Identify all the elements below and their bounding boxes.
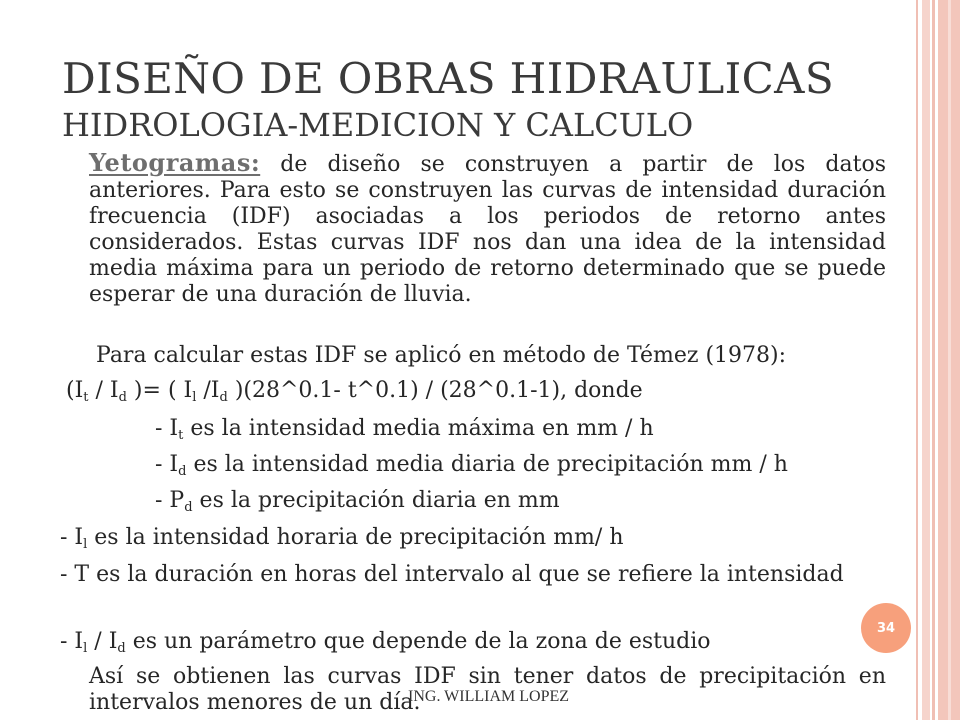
- decorative-stripe: [922, 0, 930, 720]
- decorative-stripe: [916, 0, 918, 720]
- slide-title: DISEÑO DE OBRAS HIDRAULICAS: [62, 54, 835, 103]
- page-number-badge: 34: [861, 603, 911, 653]
- definition-item: - $P_d$ es la precipitación diaria en mm: [155, 488, 560, 515]
- definition-item: - $I_d$ es la intensidad media diaria de precipitación mm / h: [155, 452, 788, 479]
- definition-item: - T es la duración en horas del intervalo al que se refiere la intensidad: [60, 562, 844, 587]
- definition-item: - $I_t$ es la intensidad media máxima en mm / h: [155, 416, 654, 443]
- footer-author: ING. WILLIAM LOPEZ: [408, 688, 570, 705]
- closing-paragraph: Así se obtienen las curvas IDF sin tener datos de precipitación en intervalos menores de un día.: [89, 664, 886, 715]
- intro-paragraph: [89, 150, 886, 308]
- intro-text: de diseño se construyen a partir de los datos anteriores. Para esto se construyen las curvas de intensidad duración frecuencia (IDF) asociadas a los periodos de retorno antes considerados. Estas curvas IDF nos dan una idea de la intensidad media máxima para un periodo de retorno determinado que se puede esperar de una duración de lluvia.: [89, 152, 886, 307]
- slide-subtitle: HIDROLOGIA-MEDICION Y CALCULO: [62, 106, 694, 144]
- decorative-stripe: [932, 0, 935, 720]
- method-line: Para calcular estas IDF se aplicó en método de Témez (1978):: [96, 343, 787, 368]
- definition-item: - $I_l / I_d$ es un parámetro que depende de la zona de estudio: [60, 629, 711, 656]
- definition-item: - $I_l$ es la intensidad horaria de precipitación mm/ h: [60, 525, 624, 552]
- decorative-stripe: [948, 0, 951, 720]
- formula-line: ($I_t / I_d$ )= ( $I_l$ $/I_d$ )(28^0.1- t^0.1) / (28^0.1-1), donde: [66, 378, 643, 405]
- yetogramas-heading: Yetogramas:: [89, 148, 261, 177]
